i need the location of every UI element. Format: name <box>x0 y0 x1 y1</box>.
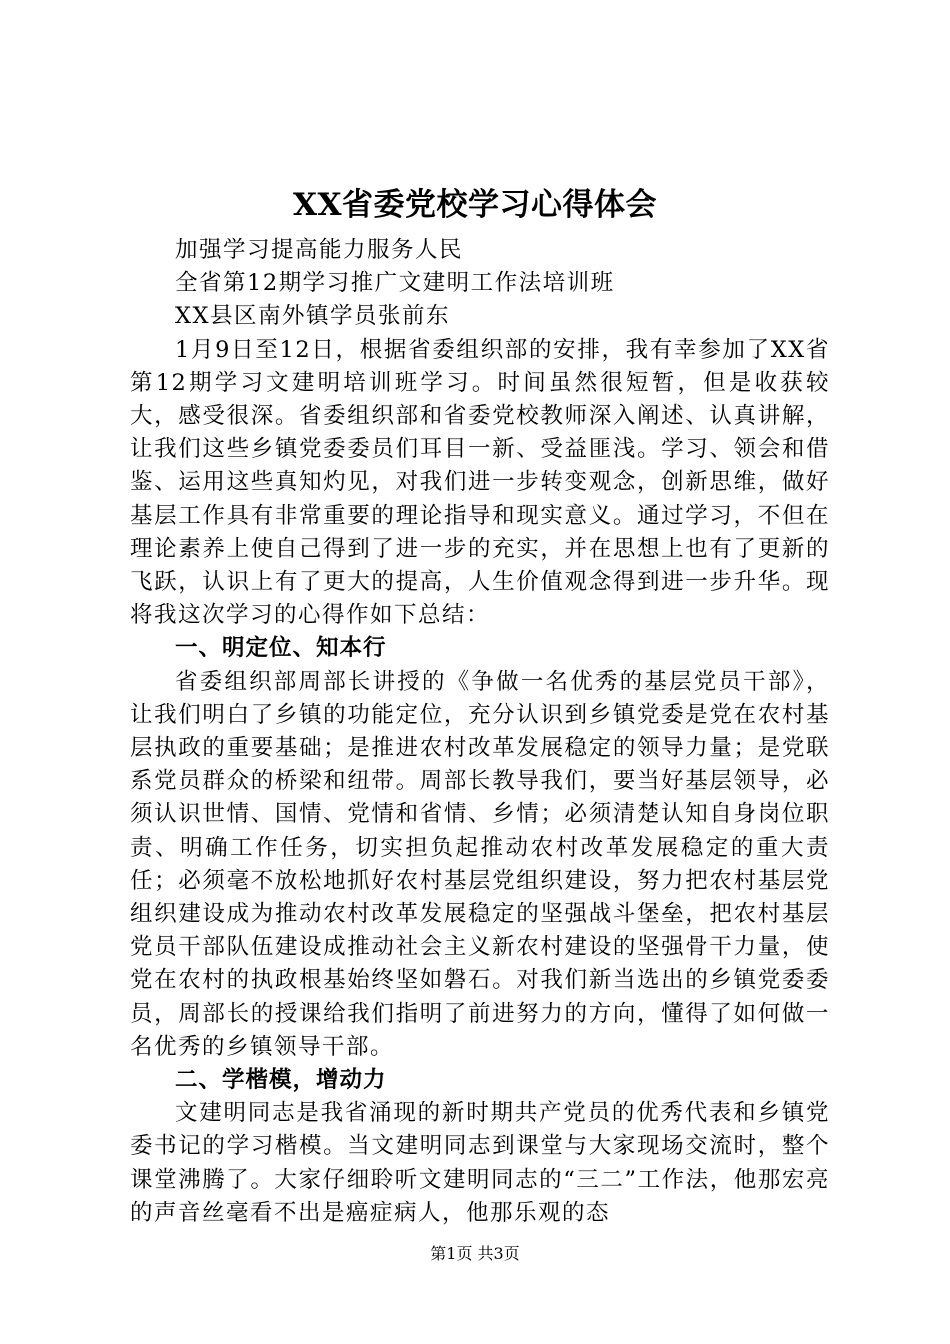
subtitle-class: 全省第12期学习推广文建明工作法培训班 <box>175 270 615 297</box>
intro-paragraph: 1月9日至12日，根据省委组织部的安排，我有幸参加了XX省第12期学习文建明培训班学习。时间虽然很短暂，但是收获较大，感受很深。省委组织部和省委党校教师深入阐述、认真讲解，让我们这些乡镇党委委员们耳目一新、受益匪浅。学习、领会和借鉴、运用这些真知灼见，对我们进一步转变观念，创新思维，做好基层工作具有非常重要的理论指导和现实意义。通过学习，不但在理论素养上使自己得到了进一步的充实，并在思想上也有了更新的飞跃，认识上有了更大的提高，人生价值观念得到进一步升华。现将我这次学习的心得作如下总结： <box>130 336 830 629</box>
section-heading-1: 一、明定位、知本行 <box>175 635 387 662</box>
document-body <box>130 234 830 1230</box>
section-2-paragraph: 文建明同志是我省涌现的新时期共产党员的优秀代表和乡镇党委书记的学习楷模。当文建明同志到课堂与大家现场交流时，整个课堂沸腾了。大家仔细聆听文建明同志的“三二”工作法，他那宏亮的声音丝毫看不出是癌症病人，他那乐观的态 <box>130 1100 830 1226</box>
section-heading-2: 二、学楷模，增动力 <box>175 1067 387 1094</box>
subtitle-theme: 加强学习提高能力服务人民 <box>175 237 464 263</box>
page-footer: 第1页 共3页 <box>430 1244 520 1263</box>
section-1-paragraph: 省委组织部周部长讲授的《争做一名优秀的基层党员干部》，让我们明白了乡镇的功能定位，充分认识到乡镇党委是党在农村基层执政的重要基础；是推进农村改革发展稳定的领导力量；是党联系党员群众的桥梁和纽带。周部长教导我们，要当好基层领导，必须认识世情、国情、党情和省情、乡情；必须清楚认知自身岗位职责、明确工作任务，切实担负起推动农村改革发展稳定的重大责任；必须毫不放松地抓好农村基层党组织建设，努力把农村基层党组织建设成为推动农村改革发展稳定的坚强战斗堡垒，把农村基层党员干部队伍建设成推动社会主义新农村建设的坚强骨干力量，使党在农村的执政根基始终坚如磐石。对我们新当选出的乡镇党委委员，周部长的授课给我们指明了前进努力的方向，懂得了如何做一名优秀的乡镇领导干部。 <box>130 668 830 1060</box>
document-title: XX省委党校学习心得体会 <box>292 187 658 223</box>
subtitle-author: XX县区南外镇学员张前东 <box>175 303 451 330</box>
